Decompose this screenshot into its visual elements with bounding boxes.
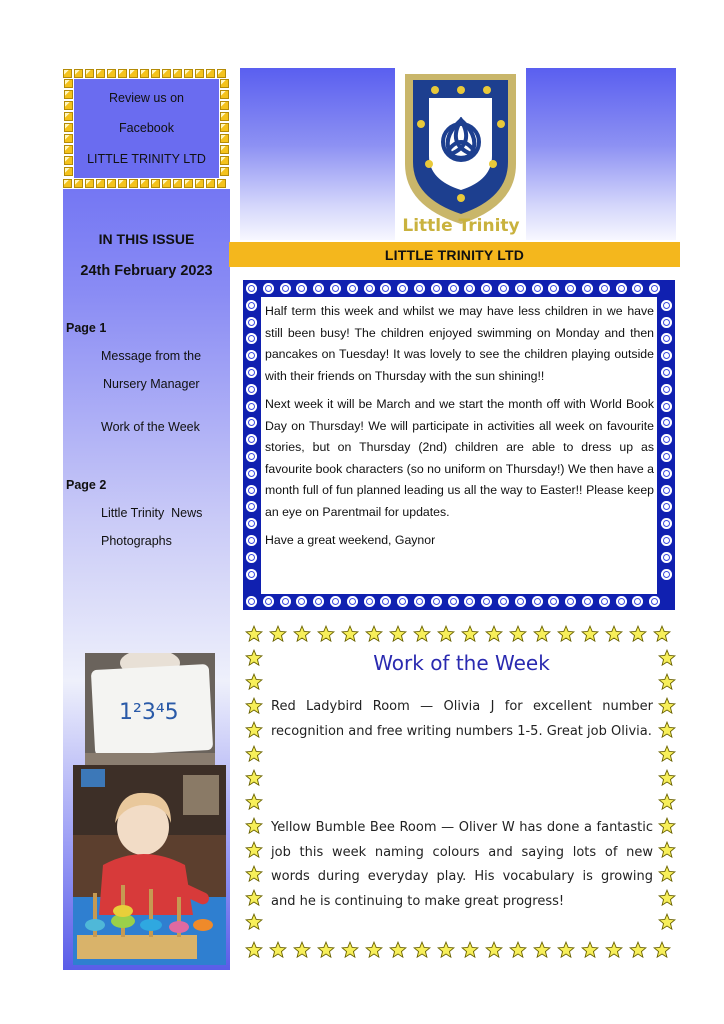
- flower-icon: [565, 596, 576, 607]
- star-icon: [293, 625, 311, 643]
- review-line-1: Review us on: [108, 91, 185, 106]
- flower-icon: [481, 283, 492, 294]
- star-icon: [658, 913, 676, 931]
- flower-icon: [246, 283, 257, 294]
- flower-icon: [582, 596, 593, 607]
- flower-icon: [397, 283, 408, 294]
- flower-icon: [380, 283, 391, 294]
- flower-icon: [661, 518, 672, 529]
- flower-icon: [599, 596, 610, 607]
- flower-icon: [632, 283, 643, 294]
- star-icon: [413, 625, 431, 643]
- tile-square: [129, 179, 138, 188]
- star-icon: [658, 793, 676, 811]
- tile-square: [74, 179, 83, 188]
- flower-icon: [565, 283, 576, 294]
- flower-icon: [246, 501, 257, 512]
- tile-square: [74, 69, 83, 78]
- review-line-3: LITTLE TRINITY LTD: [87, 151, 206, 166]
- flower-icon: [661, 317, 672, 328]
- star-icon: [245, 941, 263, 959]
- tile-square: [220, 156, 229, 165]
- tile-square: [151, 179, 160, 188]
- flower-icon: [431, 283, 442, 294]
- flower-icon: [280, 596, 291, 607]
- star-icon: [658, 865, 676, 883]
- tile-square: [118, 69, 127, 78]
- flower-icon: [246, 552, 257, 563]
- star-icon: [341, 941, 359, 959]
- star-icon: [245, 745, 263, 763]
- tile-square: [206, 69, 215, 78]
- tile-square: [140, 179, 149, 188]
- flower-icon: [481, 596, 492, 607]
- tile-square: [195, 179, 204, 188]
- star-icon: [658, 745, 676, 763]
- tile-square: [64, 112, 73, 121]
- flower-icon: [532, 283, 543, 294]
- star-icon: [317, 941, 335, 959]
- flower-icon: [246, 417, 257, 428]
- star-icon: [245, 697, 263, 715]
- flower-icon: [330, 283, 341, 294]
- star-icon: [269, 625, 287, 643]
- photo-number-writing: [85, 653, 215, 765]
- tile-square: [64, 134, 73, 143]
- work-of-the-week-section: [245, 623, 678, 963]
- star-icon: [317, 625, 335, 643]
- toc-item-work: Work of the Week: [101, 420, 200, 434]
- tile-square: [140, 69, 149, 78]
- flower-icon: [616, 596, 627, 607]
- flower-icon: [632, 596, 643, 607]
- flower-icon: [246, 596, 257, 607]
- star-icon: [389, 625, 407, 643]
- message-signoff: Have a great weekend, Gaynor: [265, 533, 436, 547]
- toc-item-news: Little Trinity News: [101, 506, 203, 520]
- flower-icon: [661, 501, 672, 512]
- tile-square: [184, 179, 193, 188]
- star-icon: [365, 941, 383, 959]
- flower-icon: [397, 596, 408, 607]
- tile-square: [220, 134, 229, 143]
- flower-icon: [246, 300, 257, 311]
- flower-icon: [246, 350, 257, 361]
- star-icon: [533, 941, 551, 959]
- flower-icon: [448, 596, 459, 607]
- tile-square: [162, 179, 171, 188]
- star-icon: [245, 625, 263, 643]
- tile-square: [220, 112, 229, 121]
- star-icon: [629, 625, 647, 643]
- tile-square: [107, 179, 116, 188]
- flower-icon: [246, 367, 257, 378]
- tile-square: [118, 179, 127, 188]
- message-paragraph-1: Half term this week and whilst we may have less children in we have still been busy! The children enjoyed swimming on Monday and then pancakes on Tuesday! It was lovely to see the children playing outside with their friends on Thursday with the sun shining!!: [265, 304, 654, 383]
- flower-icon: [661, 417, 672, 428]
- star-icon: [437, 625, 455, 643]
- board-numbers: 1²3⁴5: [119, 700, 179, 725]
- star-icon: [413, 941, 431, 959]
- flower-icon: [661, 350, 672, 361]
- manager-message-box: [243, 280, 675, 610]
- star-icon: [245, 673, 263, 691]
- tile-square: [217, 69, 226, 78]
- star-icon: [658, 817, 676, 835]
- flower-icon: [246, 518, 257, 529]
- flower-icon: [380, 596, 391, 607]
- star-icon: [485, 625, 503, 643]
- star-icon: [533, 625, 551, 643]
- tile-square: [220, 123, 229, 132]
- flower-icon: [498, 596, 509, 607]
- star-icon: [557, 941, 575, 959]
- star-icon: [365, 625, 383, 643]
- photo-child-playing: [73, 765, 226, 965]
- tile-square: [184, 69, 193, 78]
- sidebar: [63, 68, 230, 970]
- flower-icon: [246, 451, 257, 462]
- flower-icon: [582, 283, 593, 294]
- flower-icon: [599, 283, 610, 294]
- flower-icon: [296, 596, 307, 607]
- flower-icon: [498, 283, 509, 294]
- star-icon: [581, 625, 599, 643]
- flower-icon: [246, 468, 257, 479]
- toc-item-manager: Nursery Manager: [103, 377, 200, 391]
- flower-icon: [364, 596, 375, 607]
- flower-icon: [661, 451, 672, 462]
- tile-square: [64, 79, 73, 88]
- tile-square: [220, 101, 229, 110]
- star-icon: [653, 941, 671, 959]
- star-icon: [245, 817, 263, 835]
- tile-square: [151, 69, 160, 78]
- star-icon: [485, 941, 503, 959]
- flower-icon: [661, 367, 672, 378]
- tile-square: [220, 90, 229, 99]
- tile-square: [173, 179, 182, 188]
- star-icon: [461, 941, 479, 959]
- school-logo: [395, 68, 526, 240]
- flower-icon: [649, 283, 660, 294]
- flower-icon: [414, 283, 425, 294]
- star-icon: [557, 625, 575, 643]
- flower-icon: [313, 596, 324, 607]
- manager-message: [261, 297, 657, 594]
- flower-icon: [280, 283, 291, 294]
- flower-icon: [313, 283, 324, 294]
- in-this-issue-heading: IN THIS ISSUE: [98, 231, 195, 247]
- star-icon: [245, 889, 263, 907]
- flower-icon: [464, 596, 475, 607]
- facebook-review-panel: [74, 79, 219, 178]
- star-icon: [653, 625, 671, 643]
- star-icon: [245, 865, 263, 883]
- tile-square: [220, 79, 229, 88]
- flower-icon: [246, 333, 257, 344]
- star-icon: [245, 913, 263, 931]
- work-entry-yellow-bumble-bee: Yellow Bumble Bee Room — Oliver W has done a fantastic job this week naming colours and saying lots of new words during everyday play. His vocabulary is growing and he is continuing to make great progress!: [271, 820, 653, 909]
- star-icon: [605, 625, 623, 643]
- star-icon: [461, 625, 479, 643]
- flower-icon: [661, 434, 672, 445]
- flower-icon: [414, 596, 425, 607]
- star-icon: [658, 697, 676, 715]
- flower-icon: [661, 552, 672, 563]
- flower-icon: [548, 283, 559, 294]
- star-icon: [658, 769, 676, 787]
- flower-icon: [464, 283, 475, 294]
- flower-icon: [246, 401, 257, 412]
- tile-square: [64, 145, 73, 154]
- flower-icon: [661, 384, 672, 395]
- flower-icon: [661, 468, 672, 479]
- newsletter-header: [240, 68, 676, 240]
- message-paragraph-2: Next week it will be March and we start the month off with World Book Day on Thursday! We will participate in activities all week on favourite stories, but on Thursday (2nd) children are able to dress up as favourite book characters (so no uniform on Thursday!) We then have a month full of fun planned leading us all the way to Easter!! Please keep an eye on Parentmail for updates.: [265, 397, 654, 519]
- work-entry-red-ladybird: Red Ladybird Room — Olivia J for excellent number recognition and free writing numbers 1-5. Great job Olivia.: [271, 699, 653, 739]
- facebook-review-box[interactable]: [63, 68, 230, 189]
- tile-square: [195, 69, 204, 78]
- flower-icon: [263, 596, 274, 607]
- tile-square: [173, 69, 182, 78]
- star-icon: [581, 941, 599, 959]
- tile-square: [96, 179, 105, 188]
- flower-icon: [661, 569, 672, 580]
- flower-icon: [661, 485, 672, 496]
- tile-square: [64, 167, 73, 176]
- logo-text: Little Trinity: [402, 216, 520, 236]
- flower-icon: [347, 283, 358, 294]
- star-icon: [245, 721, 263, 739]
- flower-icon: [246, 485, 257, 496]
- flower-icon: [246, 434, 257, 445]
- star-icon: [437, 941, 455, 959]
- tile-square: [220, 145, 229, 154]
- star-icon: [658, 841, 676, 859]
- tile-square: [206, 179, 215, 188]
- flower-icon: [649, 596, 660, 607]
- toc-page-2: Page 2: [66, 478, 107, 492]
- star-icon: [658, 889, 676, 907]
- newsletter-title: LITTLE TRINITY LTD: [229, 242, 680, 267]
- flower-icon: [246, 535, 257, 546]
- star-icon: [293, 941, 311, 959]
- star-icon: [341, 625, 359, 643]
- flower-icon: [347, 596, 358, 607]
- flower-icon: [448, 283, 459, 294]
- tile-square: [64, 90, 73, 99]
- tile-square: [64, 101, 73, 110]
- tile-square: [85, 69, 94, 78]
- tile-square: [220, 167, 229, 176]
- tile-square: [64, 123, 73, 132]
- flower-icon: [661, 401, 672, 412]
- tile-square: [162, 69, 171, 78]
- flower-icon: [515, 283, 526, 294]
- flower-icon: [263, 283, 274, 294]
- flower-icon: [246, 569, 257, 580]
- toc-page-1: Page 1: [66, 321, 107, 335]
- tile-square: [96, 69, 105, 78]
- tile-square: [63, 69, 72, 78]
- star-icon: [245, 769, 263, 787]
- star-icon: [509, 941, 527, 959]
- star-icon: [509, 625, 527, 643]
- flower-icon: [515, 596, 526, 607]
- flower-icon: [246, 317, 257, 328]
- flower-icon: [431, 596, 442, 607]
- work-of-the-week-title: Work of the Week: [373, 651, 550, 675]
- review-line-2: Facebook: [119, 121, 174, 136]
- star-icon: [389, 941, 407, 959]
- star-icon: [245, 841, 263, 859]
- tile-square: [217, 179, 226, 188]
- tile-square: [63, 179, 72, 188]
- flower-icon: [661, 300, 672, 311]
- toc-item-message: Message from the: [101, 349, 202, 363]
- issue-date: 24th February 2023: [80, 263, 213, 279]
- flower-icon: [330, 596, 341, 607]
- tile-square: [129, 69, 138, 78]
- star-icon: [245, 793, 263, 811]
- star-icon: [269, 941, 287, 959]
- star-icon: [658, 721, 676, 739]
- flower-icon: [616, 283, 627, 294]
- flower-icon: [246, 384, 257, 395]
- tile-square: [85, 179, 94, 188]
- flower-icon: [548, 596, 559, 607]
- flower-icon: [296, 283, 307, 294]
- flower-icon: [661, 333, 672, 344]
- star-icon: [658, 673, 676, 691]
- star-icon: [605, 941, 623, 959]
- tile-square: [64, 156, 73, 165]
- tile-square: [107, 69, 116, 78]
- flower-icon: [532, 596, 543, 607]
- star-icon: [629, 941, 647, 959]
- flower-icon: [364, 283, 375, 294]
- toc-item-photographs: Photographs: [101, 534, 172, 548]
- flower-icon: [661, 535, 672, 546]
